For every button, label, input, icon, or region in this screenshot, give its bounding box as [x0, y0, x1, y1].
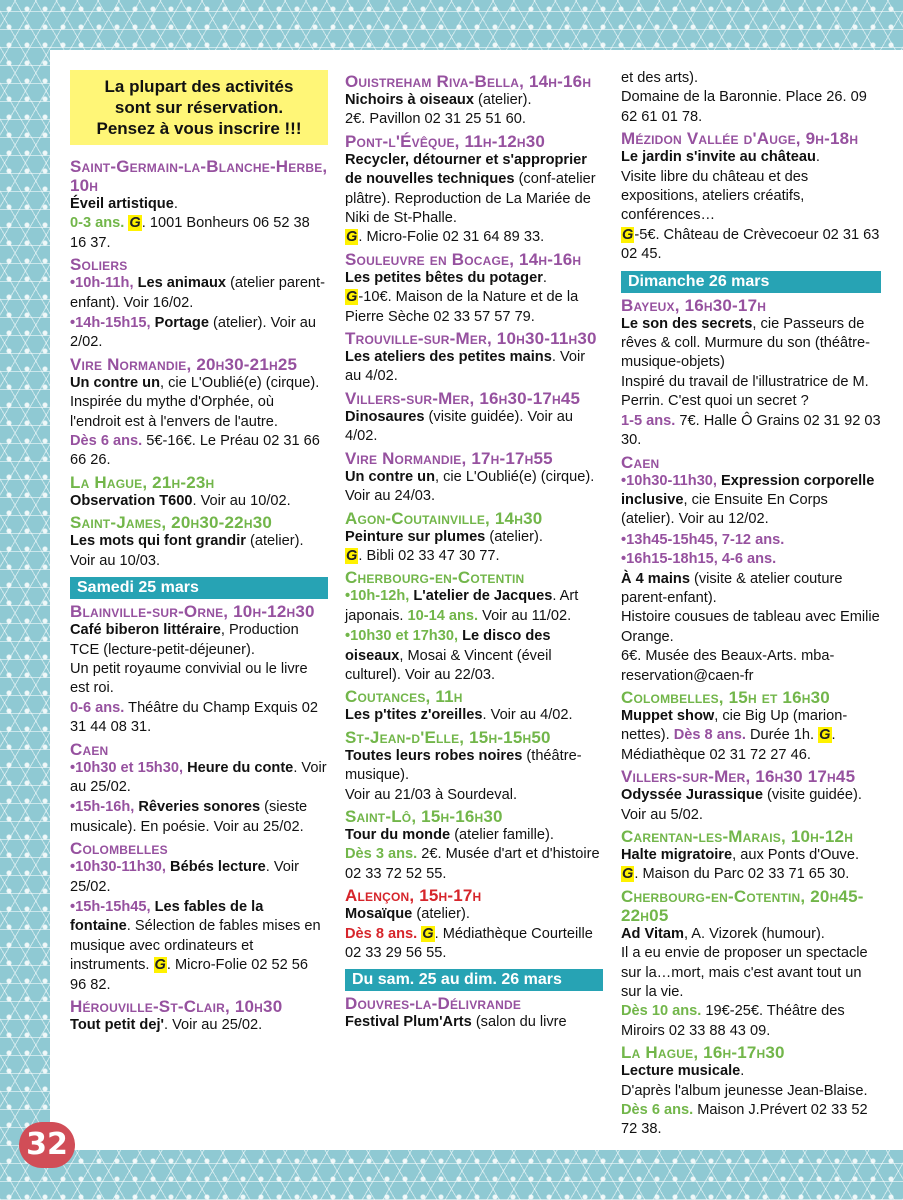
age-range: Dès 6 ans.: [621, 1102, 694, 1119]
event-heading: Caen: [70, 739, 109, 759]
event-entry: [621, 472, 881, 530]
event-entry: [621, 846, 881, 885]
event-info: . Maison du Parc 02 33 71 65 30.: [634, 866, 850, 883]
event-info: 6€. Musée des Beaux-Arts. mba-reservation@caen-fr: [621, 648, 835, 684]
column-2: [345, 70, 603, 1034]
event-description: Inspiré du travail de l'illustratrice de M. Perrin. C'est quoi un secret ?: [621, 373, 869, 410]
event-info: et des arts).: [621, 70, 699, 86]
event-info: (conf-atelier plâtre). Reproduction de La Mariée de Niki de St-Phalle.: [345, 171, 596, 227]
event-description: Inspirée du mythe d'Orphée, où l'endroit est à l'envers de l'autre.: [70, 394, 278, 430]
event-heading: Pont-l'Évêque, 11h-12h30: [345, 131, 546, 151]
event-info: Voir au 11/02.: [482, 607, 572, 624]
page-number: 32: [19, 1122, 75, 1168]
event-info: . Bibli 02 33 47 30 77.: [358, 547, 500, 564]
age-range: 0-6 ans.: [70, 699, 125, 716]
agenda-page: [50, 50, 903, 1150]
event-entry: [70, 492, 328, 511]
event-info: . Art japonais.: [345, 588, 579, 624]
event-info: .: [815, 149, 820, 166]
event-title: Le jardin s'invite au château: [621, 149, 816, 166]
event-heading: La Hague, 16h-17h30: [621, 1043, 785, 1063]
column-3: [621, 69, 881, 1141]
event-heading: Colombelles, 15h et 16h30: [621, 687, 830, 707]
event-info: , aux Ponts d'Ouve.: [732, 847, 860, 863]
event-title: Ad Vitam: [621, 925, 684, 942]
event-info: 19€-25€. Théâtre des Miroirs 02 33 88 43 09.: [621, 1003, 845, 1039]
day-banner: Du sam. 25 au dim. 26 mars: [345, 969, 603, 991]
event-heading: Agon-Coutainville, 14h30: [345, 508, 543, 528]
event-info: -10€. Maison de la Nature et de la Pierre Sèche 02 33 57 57 79.: [345, 289, 579, 325]
event-info: (atelier famille).: [454, 826, 554, 843]
event-title: Toutes leurs robes noires: [345, 747, 523, 764]
event-info: Théâtre du Champ Exquis 02 31 44 08 31.: [70, 699, 318, 736]
event-info: . Voir au 25/02.: [70, 759, 327, 795]
event-entry: [345, 408, 603, 447]
event-info: . Voir au 25/02.: [164, 1017, 263, 1033]
event-entry: [345, 348, 603, 387]
event-info: 1001 Bonheurs 06 52 38 16 37.: [70, 215, 310, 251]
event-time: •10h-12h,: [345, 588, 410, 605]
event-title: Café biberon littéraire: [70, 622, 221, 639]
notice-line: sont sur réservation.: [114, 98, 284, 117]
event-entry: Éveil artistique. 0-3 ans. G. 1001 Bonheurs 06 52 38 16 37.: [70, 196, 310, 251]
event-time: •10h-11h,: [70, 275, 134, 292]
event-info: . Voir au 4/02.: [345, 349, 586, 385]
event-info: , cie Passeurs de rêves & coll. Murmure du son (théâtre-musique-objets): [621, 315, 870, 371]
event-info: Maison J.Prévert 02 33 52 72 38.: [621, 1102, 868, 1138]
event-info: . Médiathèque Courteille 02 33 29 56 55.: [345, 925, 593, 961]
age-range: 1-5 ans.: [621, 412, 676, 429]
event-entry: [621, 1062, 881, 1140]
event-info: Durée 1h.: [750, 727, 815, 744]
reservation-notice: [70, 70, 328, 145]
event-entry: [70, 858, 328, 897]
event-info: (visite guidée). Voir au 5/02.: [621, 787, 862, 823]
age-range: 10-14 ans.: [407, 607, 479, 624]
event-info: -5€. Château de Crèvecoeur 02 31 63 02 45.: [621, 226, 880, 263]
event-entry: [70, 274, 328, 313]
event-heading: Saint-Germain-la-Blanche-Herbe, 10h: [70, 157, 328, 195]
free-icon: G: [346, 547, 358, 564]
event-entry: [345, 587, 603, 626]
event-title: Le disco des oiseaux: [345, 628, 551, 664]
event-info: 2€. Musée d'art et d'histoire 02 33 72 52 55.: [345, 846, 600, 882]
event-heading: Alençon, 15h-17h: [345, 886, 482, 906]
day-banner: Dimanche 26 mars: [621, 271, 881, 293]
event-heading: Coutances, 11h: [345, 687, 463, 707]
free-icon: G: [819, 727, 831, 744]
event-info: (atelier parent- enfant). Voir 16/02.: [70, 275, 325, 311]
event-title: Portage: [154, 315, 209, 332]
event-info: . Micro-Folie 02 31 64 89 33.: [358, 229, 545, 246]
event-entry: [345, 826, 603, 884]
event-info: 7€. Halle Ô Grains 02 31 92 03 30.: [621, 412, 881, 449]
event-title: Peinture sur plumes: [345, 528, 486, 545]
event-description: Visite libre du château et des expositions, ateliers créatifs, conférences…: [621, 168, 809, 224]
event-info: .: [740, 1063, 745, 1080]
event-info: (atelier). Voir au 10/03.: [70, 533, 304, 569]
event-info: . Médiathèque 02 31 72 27 46.: [621, 727, 836, 763]
event-heading: Souleuvre en Bocage, 14h-16h: [345, 249, 582, 269]
event-info: 5€-16€. Le Préau 02 31 66 66 26.: [70, 433, 320, 469]
event-info: . Voir 25/02.: [70, 859, 300, 895]
event-heading: Douvres-la-Délivrande: [345, 994, 522, 1014]
event-entry: [345, 468, 603, 507]
free-icon: G: [622, 226, 634, 243]
event-title: Un contre un: [345, 468, 435, 485]
event-time: •14h-15h15,: [70, 315, 151, 332]
event-title: Odyssée Jurassique: [621, 787, 763, 804]
free-icon: G: [346, 229, 358, 246]
event-entry: [345, 627, 603, 685]
event-time: •10h30 et 17h30,: [345, 628, 459, 645]
event-time: •16h15-18h15, 4-6 ans.: [621, 551, 777, 568]
event-title: Le son des secrets: [621, 315, 753, 332]
event-info: (atelier).: [416, 906, 470, 923]
event-info: , A. Vizorek (humour).: [684, 925, 825, 942]
age-range: 0-3 ans.: [70, 215, 125, 232]
age-range: Dès 3 ans.: [345, 846, 418, 863]
event-info: Domaine de la Baronnie. Place 26. 09 62 61 01 78.: [621, 89, 867, 125]
event-description: Histoire cousues de tableau avec Emilie Orange.: [621, 609, 880, 645]
event-title: Nichoirs à oiseaux: [345, 92, 474, 108]
event-heading: St-Jean-d'Elle, 15h-15h50: [345, 727, 551, 747]
event-title: L'atelier de Jacques: [413, 588, 553, 605]
event-heading: Villers-sur-Mer, 16h30 17h45: [621, 767, 856, 787]
event-entry: [70, 898, 328, 995]
event-heading: La Hague, 21h-23h: [70, 472, 215, 492]
event-heading: Caen: [621, 452, 660, 472]
event-heading: Saint-James, 20h30-22h30: [70, 513, 272, 533]
event-heading: Mézidon Vallée d'Auge, 9h-18h: [621, 129, 859, 149]
event-entry: [70, 374, 328, 471]
free-icon: G: [622, 866, 634, 883]
event-heading: Soliers: [70, 255, 128, 275]
event-info: (théâtre-musique).: [345, 747, 582, 784]
event-title: Les mots qui font grandir: [70, 533, 246, 550]
event-description: Il a eu envie de proposer un spectacle sur la…mort, mais c'est avant tout un sur la vie.: [621, 945, 868, 1001]
event-info: , cie L'Oublié(e) (cirque). Voir au 24/03.: [345, 468, 595, 505]
event-entry: [621, 148, 881, 264]
event-entry: [621, 786, 881, 825]
event-title: Les p'tites z'oreilles: [345, 707, 483, 724]
event-info: , cie Big Up (marion-nettes).: [621, 707, 848, 744]
event-info: , Mosai & Vincent (éveil culturel). Voir au 22/03.: [345, 647, 552, 683]
event-title: Festival Plum'Arts: [345, 1014, 472, 1031]
event-title: Expression corporelle inclusive: [621, 472, 875, 508]
event-heading: Carentan-les-Marais, 10h-12h: [621, 827, 854, 846]
event-title: Éveil artistique: [70, 196, 174, 212]
event-time: •10h30 et 15h30,: [70, 759, 184, 776]
event-time: •15h-15h45,: [70, 898, 151, 915]
event-info: , cie L'Oublié(e) (cirque).: [160, 374, 320, 391]
event-entry: [621, 531, 881, 686]
age-range: Dès 10 ans.: [621, 1003, 702, 1020]
notice-line: Pensez à vous inscrire !!!: [96, 119, 302, 138]
column-1: [70, 70, 328, 1036]
event-time: •10h30-11h30,: [70, 859, 166, 876]
free-icon: G: [154, 957, 166, 974]
event-entry: [621, 69, 881, 127]
event-entry: [70, 314, 328, 353]
event-title: Heure du conte: [187, 759, 294, 776]
event-heading: Cherbourg-en-Cotentin, 20h45-22h05: [621, 886, 864, 925]
event-entry: [70, 759, 328, 798]
event-heading: Blainville-sur-Orne, 10h-12h30: [70, 602, 315, 622]
event-entry: [345, 91, 603, 130]
event-info: (salon du livre: [475, 1014, 567, 1031]
event-info: , cie Ensuite En Corps (atelier). Voir au 12/02.: [621, 491, 828, 528]
event-entry: Les petites bêtes du potager. G-10€. Maison de la Nature et de la Pierre Sèche 02 33 57 57 79.: [345, 269, 579, 325]
event-description: Un petit royaume convivial ou le livre est roi.: [70, 660, 308, 697]
event-title: Les petites bêtes du potager: [345, 269, 543, 286]
event-title: Tour du monde: [345, 826, 451, 843]
event-entry: [345, 1013, 603, 1032]
event-info: (sieste musicale). En poésie. Voir au 25/02.: [70, 799, 308, 835]
event-info: 2€. Pavillon 02 31 25 51 60.: [345, 111, 526, 128]
event-title: Dinosaures: [345, 408, 425, 425]
event-heading: Trouville-sur-Mer, 10h30-11h30: [345, 329, 597, 349]
event-heading: Saint-Lô, 15h-16h30: [345, 806, 503, 826]
event-info: . Sélection de fables mises en musique avec ordinateurs et instruments.: [70, 918, 321, 974]
event-title: Lecture musicale: [621, 1063, 741, 1080]
event-heading: Hérouville-St-Clair, 10h30: [70, 997, 283, 1016]
event-entry: [621, 707, 881, 765]
event-title: Les ateliers des petites mains: [345, 349, 552, 366]
event-title: Un contre un: [70, 374, 160, 391]
event-title: Les fables de la fontaine: [70, 898, 264, 935]
event-entry: [70, 532, 328, 571]
event-info: (visite & atelier couture parent-enfant).: [621, 570, 843, 606]
event-title: Observation T600: [70, 492, 193, 509]
event-entry: [345, 905, 603, 963]
age-range: Dès 6 ans.: [70, 433, 143, 450]
event-heading: Colombelles: [70, 839, 168, 859]
event-title: Halte migratoire: [621, 847, 733, 863]
event-title: Bébés lecture: [170, 859, 266, 876]
event-entry: [345, 706, 603, 725]
event-heading: Villers-sur-Mer, 16h30-17h45: [345, 388, 581, 408]
event-info: . Micro-Folie 02 52 56 96 82.: [70, 957, 309, 993]
event-entry: [70, 1016, 328, 1035]
event-heading: Bayeux, 16h30-17h: [621, 295, 767, 315]
event-info: (atelier).: [489, 528, 543, 545]
event-title: Tout petit dej': [70, 1017, 164, 1033]
event-entry: [345, 747, 603, 805]
age-range: Dès 8 ans.: [673, 727, 746, 744]
event-entry: [621, 925, 881, 1041]
free-icon: G: [129, 215, 141, 232]
event-info: Voir au 21/03 à Sourdeval.: [345, 786, 518, 803]
event-title: Mosaïque: [345, 906, 413, 923]
event-info: (atelier).: [478, 92, 532, 108]
notice-line: La plupart des activités: [104, 77, 294, 96]
event-entry: [345, 528, 603, 567]
event-entry: [70, 798, 328, 837]
event-title: Recycler, détourner et s'approprier de nouvelles techniques: [345, 151, 587, 188]
event-info: (atelier). Voir au 2/02.: [70, 315, 317, 351]
event-entry: [345, 151, 603, 248]
free-icon: G: [422, 925, 434, 942]
event-entry: [621, 315, 881, 451]
event-heading: Cherbourg-en-Cotentin: [345, 568, 525, 588]
event-info: (visite guidée). Voir au 4/02.: [345, 408, 573, 445]
event-description: D'après l'album jeunesse Jean-Blaise.: [621, 1082, 868, 1099]
event-time: •10h30-11h30,: [621, 472, 717, 489]
event-time: •15h-16h,: [70, 799, 135, 816]
event-title: Muppet show: [621, 707, 715, 724]
event-time: •13h45-15h45, 7-12 ans.: [621, 531, 785, 548]
event-title: Les animaux: [137, 275, 226, 292]
event-title: À 4 mains: [621, 570, 690, 587]
event-info: . Voir au 10/02.: [192, 492, 291, 509]
event-title: Rêveries sonores: [138, 799, 261, 816]
day-banner: Samedi 25 mars: [70, 577, 328, 599]
free-icon: G: [346, 289, 358, 306]
event-info: , Production TCE (lecture-petit-déjeuner).: [70, 622, 299, 658]
event-entry: [70, 621, 328, 737]
event-heading: Ouistreham Riva-Bella, 14h-16h: [345, 72, 592, 91]
event-info: . Voir au 4/02.: [482, 707, 573, 724]
event-heading: Vire Normandie, 17h-17h55: [345, 448, 553, 468]
age-range: Dès 8 ans.: [345, 925, 418, 942]
event-heading: Vire Normandie, 20h30-21h25: [70, 354, 298, 374]
